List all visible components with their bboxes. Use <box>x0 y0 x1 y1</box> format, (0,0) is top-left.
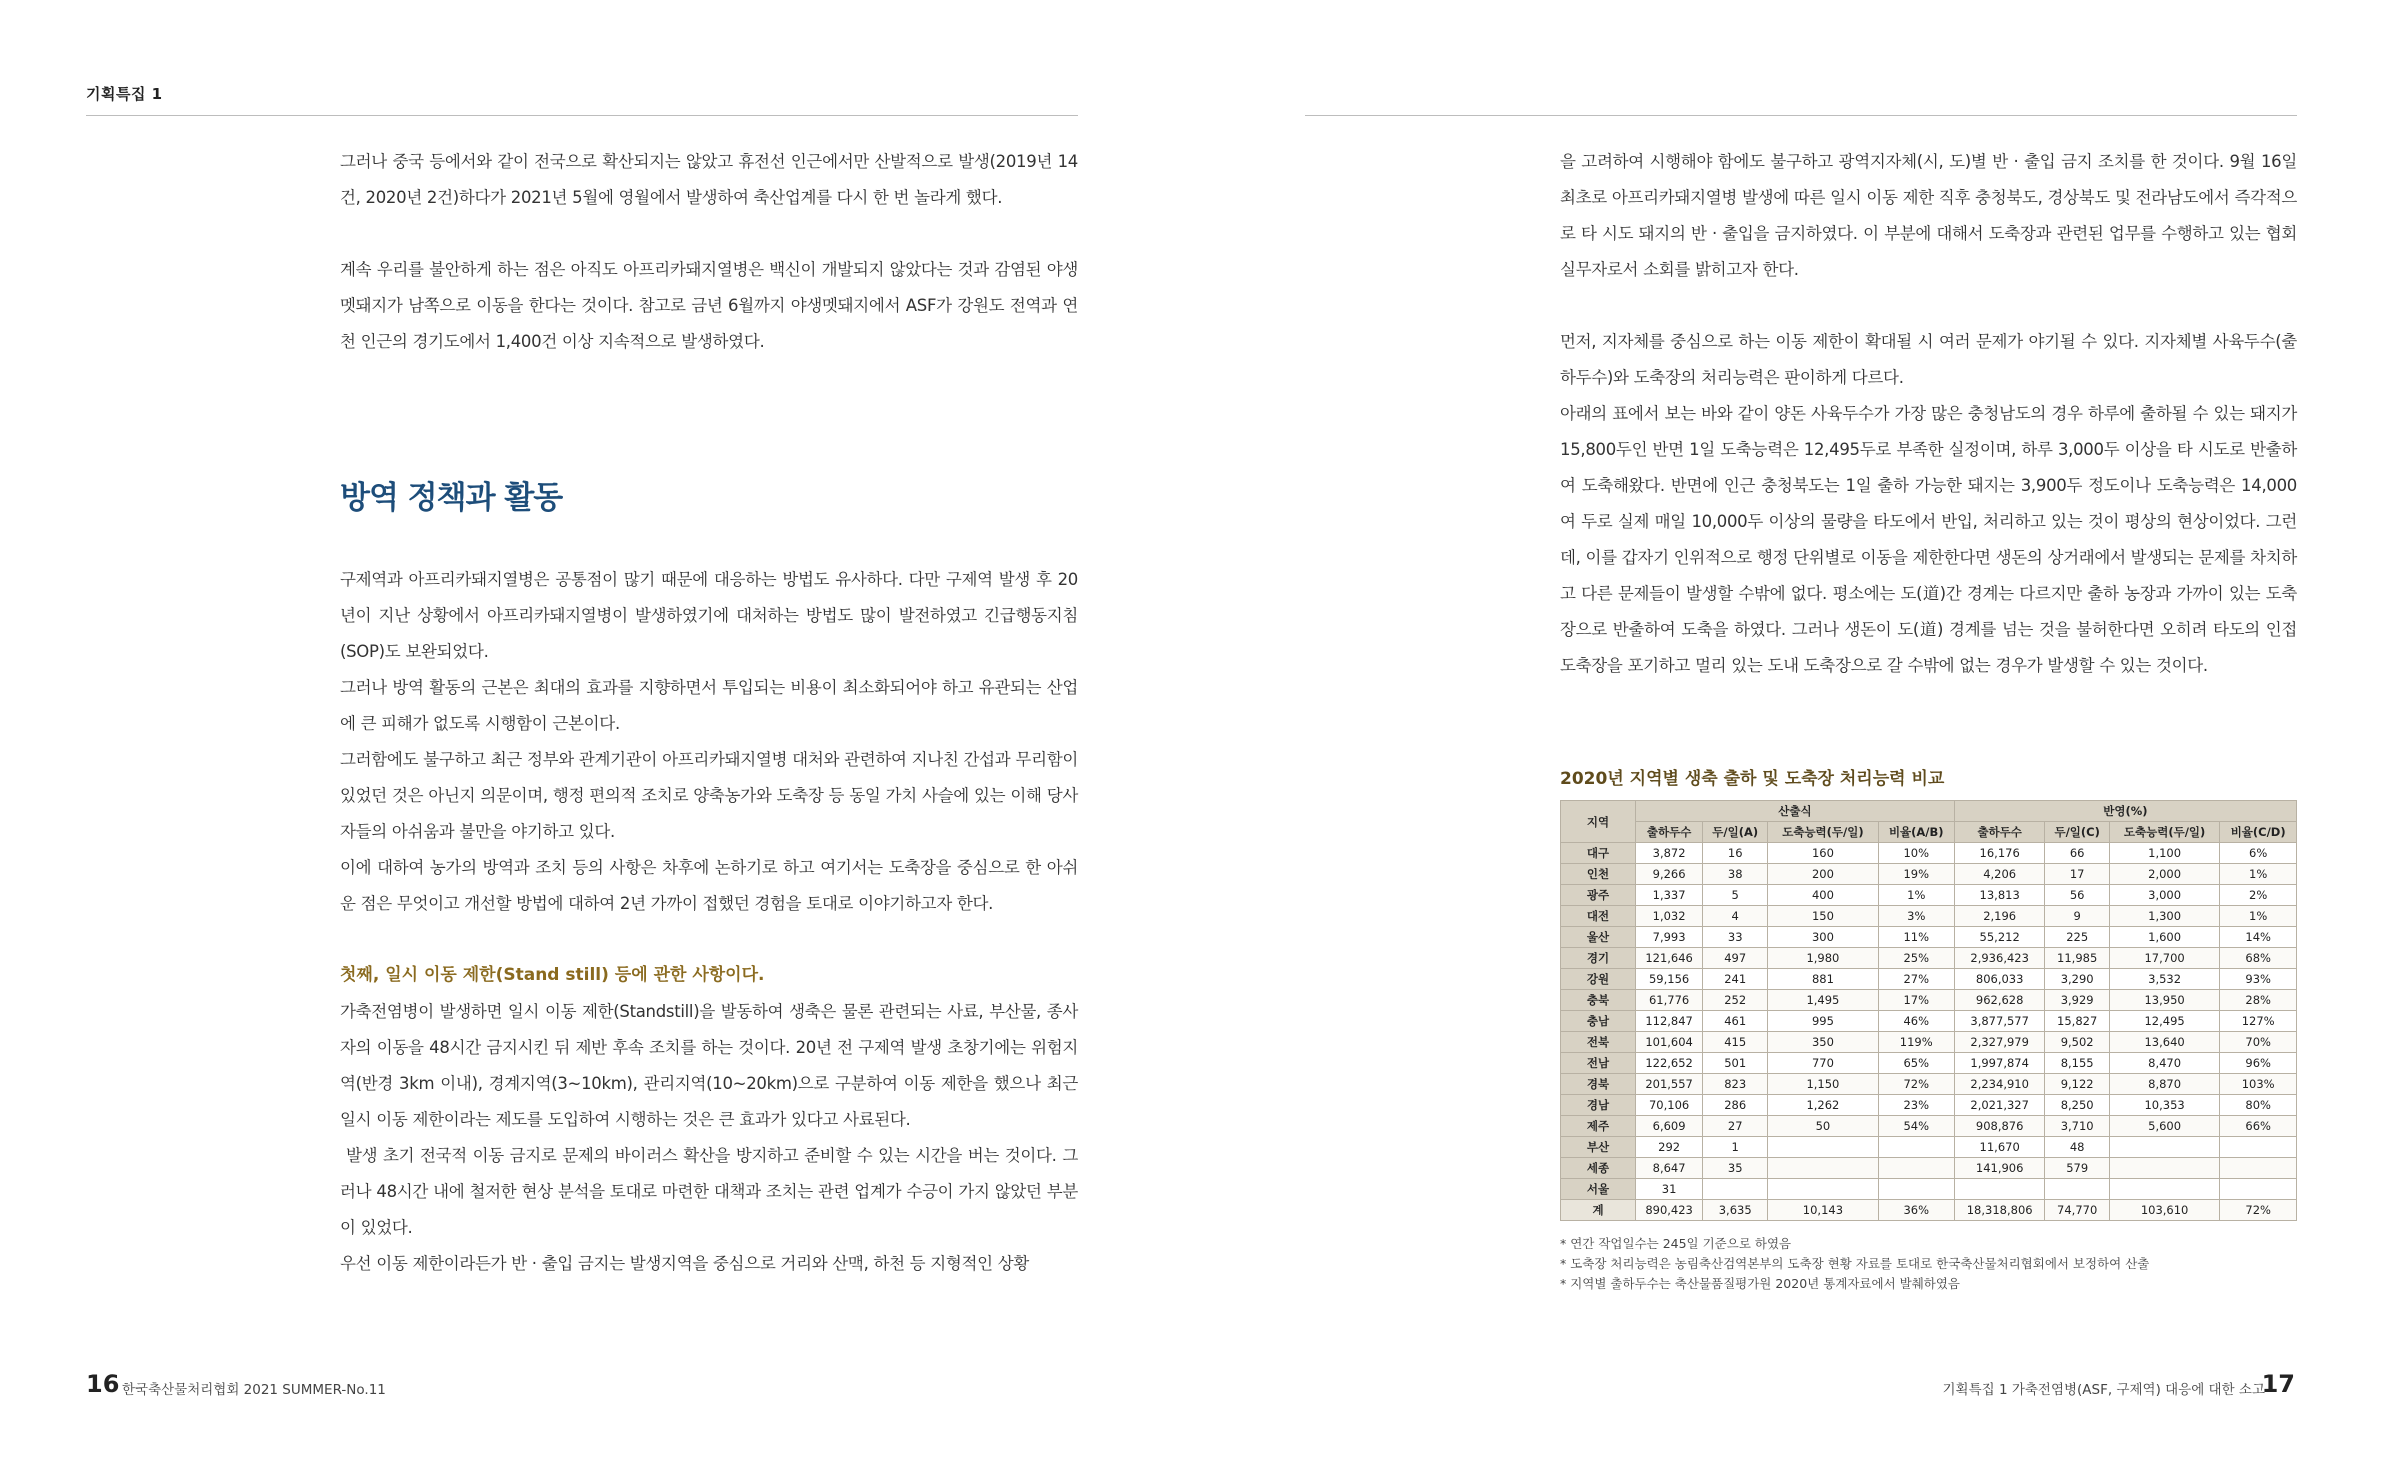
table-cell: 995 <box>1768 1011 1878 1032</box>
page-number-left: 16 <box>86 1370 120 1398</box>
table-region-cell: 서울 <box>1561 1179 1636 1200</box>
table-cell <box>1878 1158 1954 1179</box>
footer-article-title: 기획특집 1 가축전염병(ASF, 구제역) 대응에 대한 소고 <box>1942 1382 2265 1398</box>
table-cell: 8,870 <box>2109 1074 2219 1095</box>
table-total-row <box>1561 1200 2297 1221</box>
table-cell: 50 <box>1768 1116 1878 1137</box>
table-cell <box>2109 1137 2219 1158</box>
table-region-cell: 부산 <box>1561 1137 1636 1158</box>
table-row <box>1561 906 2297 927</box>
table-cell: 14% <box>2220 927 2297 948</box>
table-cell: 17% <box>1878 990 1954 1011</box>
table-cell: 3,000 <box>2109 885 2219 906</box>
table-cell: 33 <box>1703 927 1768 948</box>
table-cell <box>1954 1179 2045 1200</box>
table-cell: 101,604 <box>1636 1032 1703 1053</box>
table-cell: 400 <box>1768 885 1878 906</box>
table-title: 2020년 지역별 생축 출하 및 도축장 처리능력 비교 <box>1560 769 1945 789</box>
table-cell: 93% <box>2220 969 2297 990</box>
table-cell <box>2109 1179 2219 1200</box>
table-cell: 1% <box>2220 864 2297 885</box>
table-cell: 72% <box>2220 1200 2297 1221</box>
table-cell: 5 <box>1703 885 1768 906</box>
table-cell: 201,557 <box>1636 1074 1703 1095</box>
table-row <box>1561 1032 2297 1053</box>
paragraph: 아래의 표에서 보는 바와 같이 양돈 사육두수가 가장 많은 충청남도의 경우 하루에 출하될 수 있는 돼지가 15,800두인 반면 1일 도축능력은 12,495두로 부족한 실정이며, 하루 3,000두 이상을 타 시도로 반출하여 도축해왔다. 반면에 인근 충청북도는 1일 출하 가능한 돼지는 3,900두 정도이나 도축능력은 14,000여 두로 실제 매일 10,000두 이상의 물량을 타도에서 반입, 처리하고 있는 것이 평상의 현상이었다. 그런데, 이를 갑자기 인위적으로 행정 단위별로 이동을 제한한다면 생돈의 상거래에서 발생되는 문제를 차치하고 다른 문제들이 발생할 수밖에 없다. 평소에는 도(道)간 경계는 다르지만 출하 농장과 가까이 있는 도축장으로 반출하여 도축을 하였다. 그러나 생돈이 도(道) 경계를 넘는 것을 불허한다면 오히려 타도의 인접 도축장을 포기하고 멀리 있는 도내 도축장으로 갈 수밖에 없는 경우가 발생할 수 있는 것이다. <box>1560 404 2297 675</box>
table-column-header: 도축능력(두/일) <box>2109 822 2219 843</box>
paragraph: 그러나 방역 활동의 근본은 최대의 효과를 지향하면서 투입되는 비용이 최소화되어야 하고 유관되는 산업에 큰 피해가 없도록 시행함이 근본이다. <box>340 678 1078 733</box>
table-row <box>1561 948 2297 969</box>
table-cell <box>1768 1137 1878 1158</box>
table-header-group: 산출식 <box>1636 801 1955 822</box>
table-header-group: 반영(%) <box>1954 801 2296 822</box>
table-cell: 121,646 <box>1636 948 1703 969</box>
table-cell: 56 <box>2045 885 2109 906</box>
table-row <box>1561 1158 2297 1179</box>
table-row <box>1561 1179 2297 1200</box>
paragraph: 우선 이동 제한이라든가 반 · 출입 금지는 발생지역을 중심으로 거리와 산맥, 하천 등 지형적인 상황 <box>340 1254 1030 1273</box>
table-region-cell: 충남 <box>1561 1011 1636 1032</box>
table-cell: 1% <box>2220 906 2297 927</box>
table-cell: 1,262 <box>1768 1095 1878 1116</box>
table-cell: 497 <box>1703 948 1768 969</box>
table-cell: 6,609 <box>1636 1116 1703 1137</box>
table-row <box>1561 927 2297 948</box>
table-cell: 8,647 <box>1636 1158 1703 1179</box>
table-cell: 890,423 <box>1636 1200 1703 1221</box>
table-cell: 48 <box>2045 1137 2109 1158</box>
table-region-cell: 세종 <box>1561 1158 1636 1179</box>
table-cell <box>2220 1158 2297 1179</box>
table-cell: 103% <box>2220 1074 2297 1095</box>
table-cell: 160 <box>1768 843 1878 864</box>
table-cell: 1 <box>1703 1137 1768 1158</box>
table-region-cell: 인천 <box>1561 864 1636 885</box>
table-cell <box>1768 1179 1878 1200</box>
table-cell: 461 <box>1703 1011 1768 1032</box>
table-cell: 66 <box>2045 843 2109 864</box>
table-cell <box>1878 1137 1954 1158</box>
table-region-cell: 대구 <box>1561 843 1636 864</box>
table-cell: 16 <box>1703 843 1768 864</box>
table-cell: 61,776 <box>1636 990 1703 1011</box>
page-number-right: 17 <box>2261 1370 2295 1398</box>
table-cell: 19% <box>1878 864 1954 885</box>
table-cell: 415 <box>1703 1032 1768 1053</box>
table-cell: 3,532 <box>2109 969 2219 990</box>
table-cell <box>2220 1179 2297 1200</box>
table-row <box>1561 969 2297 990</box>
table-cell: 70,106 <box>1636 1095 1703 1116</box>
table-cell: 579 <box>2045 1158 2109 1179</box>
table-row <box>1561 885 2297 906</box>
table-column-header: 도축능력(두/일) <box>1768 822 1878 843</box>
table-region-cell: 경남 <box>1561 1095 1636 1116</box>
table-cell: 13,950 <box>2109 990 2219 1011</box>
left-column-body-2 <box>340 994 1078 1282</box>
table-cell: 74,770 <box>2045 1200 2109 1221</box>
table-cell: 9,266 <box>1636 864 1703 885</box>
table-cell: 150 <box>1768 906 1878 927</box>
table-cell: 9,122 <box>2045 1074 2109 1095</box>
table-cell: 80% <box>2220 1095 2297 1116</box>
table-row <box>1561 1116 2297 1137</box>
table-cell: 6% <box>2220 843 2297 864</box>
table-cell: 46% <box>1878 1011 1954 1032</box>
table-cell: 200 <box>1768 864 1878 885</box>
table-cell: 11,670 <box>1954 1137 2045 1158</box>
table-cell: 3,635 <box>1703 1200 1768 1221</box>
table-cell: 1,997,874 <box>1954 1053 2045 1074</box>
table-cell <box>2220 1137 2297 1158</box>
section-label: 기획특집 1 <box>86 85 163 103</box>
table-cell: 65% <box>1878 1053 1954 1074</box>
table-row <box>1561 1137 2297 1158</box>
table-cell: 3,929 <box>2045 990 2109 1011</box>
table-cell: 9 <box>2045 906 2109 927</box>
table-cell: 72% <box>1878 1074 1954 1095</box>
table-cell: 8,470 <box>2109 1053 2219 1074</box>
table-cell: 1,495 <box>1768 990 1878 1011</box>
table-region-cell: 광주 <box>1561 885 1636 906</box>
table-cell: 68% <box>2220 948 2297 969</box>
table-cell: 66% <box>2220 1116 2297 1137</box>
table-cell: 1,150 <box>1768 1074 1878 1095</box>
table-region-cell: 울산 <box>1561 927 1636 948</box>
paragraph: 발생 초기 전국적 이동 금지로 문제의 바이러스 확산을 방지하고 준비할 수 있는 시간을 버는 것이다. 그러나 48시간 내에 철저한 현상 분석을 토대로 마련한 대책과 조치는 관련 업계가 수긍이 가지 않았던 부분이 있었다. <box>340 1146 1078 1237</box>
table-cell <box>1878 1179 1954 1200</box>
table-row <box>1561 1011 2297 1032</box>
table-cell: 286 <box>1703 1095 1768 1116</box>
left-column-body <box>340 562 1078 922</box>
table-cell: 3,290 <box>2045 969 2109 990</box>
table-cell: 25% <box>1878 948 1954 969</box>
table-cell: 1,100 <box>2109 843 2219 864</box>
table-cell: 9,502 <box>2045 1032 2109 1053</box>
table-cell: 8,155 <box>2045 1053 2109 1074</box>
table-column-header: 출하두수 <box>1636 822 1703 843</box>
table-cell: 8,250 <box>2045 1095 2109 1116</box>
table-region-cell: 대전 <box>1561 906 1636 927</box>
table-cell: 806,033 <box>1954 969 2045 990</box>
header-rule-left <box>86 115 1078 116</box>
table-cell: 70% <box>2220 1032 2297 1053</box>
table-cell: 4 <box>1703 906 1768 927</box>
table-cell: 3,710 <box>2045 1116 2109 1137</box>
left-column <box>340 144 1078 360</box>
table-cell: 122,652 <box>1636 1053 1703 1074</box>
table-cell: 103,610 <box>2109 1200 2219 1221</box>
table-cell: 59,156 <box>1636 969 1703 990</box>
table-cell: 1,300 <box>2109 906 2219 927</box>
comparison-table <box>1560 800 2297 1221</box>
table-cell: 35 <box>1703 1158 1768 1179</box>
table-header-region: 지역 <box>1561 801 1636 843</box>
table-cell: 12,495 <box>2109 1011 2219 1032</box>
table-cell: 141,906 <box>1954 1158 2045 1179</box>
header-rule-right <box>1305 115 2297 116</box>
table-region-cell: 충북 <box>1561 990 1636 1011</box>
table-cell: 770 <box>1768 1053 1878 1074</box>
table-row <box>1561 864 2297 885</box>
table-region-cell: 전북 <box>1561 1032 1636 1053</box>
table-cell: 23% <box>1878 1095 1954 1116</box>
table-cell <box>1768 1158 1878 1179</box>
paragraph: 먼저, 지자체를 중심으로 하는 이동 제한이 확대될 시 여러 문제가 야기될 수 있다. 지자체별 사육두수(출하두수)와 도축장의 처리능력은 판이하게 다르다. <box>1560 332 2297 387</box>
table-cell: 5,600 <box>2109 1116 2219 1137</box>
table-cell: 962,628 <box>1954 990 2045 1011</box>
table-cell: 225 <box>2045 927 2109 948</box>
table-column-header: 비율(C/D) <box>2220 822 2297 843</box>
table-row <box>1561 1074 2297 1095</box>
table-cell: 2,234,910 <box>1954 1074 2045 1095</box>
table-column-header: 출하두수 <box>1954 822 2045 843</box>
table-column-header: 두/일(A) <box>1703 822 1768 843</box>
table-cell: 1% <box>1878 885 1954 906</box>
paragraph: 이에 대하여 농가의 방역과 조치 등의 사항은 차후에 논하기로 하고 여기서는 도축장을 중심으로 한 아쉬운 점은 무엇이고 개선할 방법에 대하여 2년 가까이 접했던 경험을 토대로 이야기하고자 한다. <box>340 858 1078 913</box>
table-cell: 13,640 <box>2109 1032 2219 1053</box>
table-cell: 38 <box>1703 864 1768 885</box>
table-cell: 501 <box>1703 1053 1768 1074</box>
table-cell: 1,032 <box>1636 906 1703 927</box>
table-region-cell: 강원 <box>1561 969 1636 990</box>
table-column-header: 비율(A/B) <box>1878 822 1954 843</box>
paragraph: 가축전염병이 발생하면 일시 이동 제한(Standstill)을 발동하여 생축은 물론 관련되는 사료, 부산물, 종사자의 이동을 48시간 금지시킨 뒤 제반 후속 조치를 하는 것이다. 20년 전 구제역 발생 초창기에는 위험지역(반경 3km 이내), 경계지역(3~10km), 관리지역(10~20km)으로 구분하여 이동 제한을 했으나 최근 일시 이동 제한이라는 제도를 도입하여 시행하는 것은 큰 효과가 있다고 사료된다. <box>340 1002 1078 1129</box>
table-cell: 36% <box>1878 1200 1954 1221</box>
table-cell: 3,872 <box>1636 843 1703 864</box>
table-cell: 31 <box>1636 1179 1703 1200</box>
table-cell: 16,176 <box>1954 843 2045 864</box>
paragraph: 그러함에도 불구하고 최근 정부와 관계기관이 아프리카돼지열병 대처와 관련하여 지나친 간섭과 무리함이 있었던 것은 아닌지 의문이며, 행정 편의적 조치로 양축농가와 도축장 등 동일 가치 사슬에 있는 이해 당사자들의 아쉬움과 불만을 야기하고 있다. <box>340 750 1078 841</box>
right-column <box>1560 144 2297 684</box>
table-cell: 112,847 <box>1636 1011 1703 1032</box>
table-cell: 350 <box>1768 1032 1878 1053</box>
table-region-cell: 전남 <box>1561 1053 1636 1074</box>
table-cell: 13,813 <box>1954 885 2045 906</box>
table-cell: 27 <box>1703 1116 1768 1137</box>
sub-heading: 첫째, 일시 이동 제한(Stand still) 등에 관한 사항이다. <box>340 965 765 985</box>
table-cell: 119% <box>1878 1032 1954 1053</box>
table-cell <box>2109 1158 2219 1179</box>
table-cell: 908,876 <box>1954 1116 2045 1137</box>
table-cell: 881 <box>1768 969 1878 990</box>
table-cell: 241 <box>1703 969 1768 990</box>
table-cell: 292 <box>1636 1137 1703 1158</box>
table-cell: 10,353 <box>2109 1095 2219 1116</box>
table-region-cell: 경북 <box>1561 1074 1636 1095</box>
table-row <box>1561 990 2297 1011</box>
table-cell: 2,196 <box>1954 906 2045 927</box>
table-cell: 3,877,577 <box>1954 1011 2045 1032</box>
table-cell: 96% <box>2220 1053 2297 1074</box>
table-row <box>1561 1095 2297 1116</box>
table-cell: 7,993 <box>1636 927 1703 948</box>
table-cell: 4,206 <box>1954 864 2045 885</box>
table-cell: 27% <box>1878 969 1954 990</box>
table-cell: 10,143 <box>1768 1200 1878 1221</box>
note: * 지역별 출하두수는 축산물품질평가원 2020년 통계자료에서 발췌하였음 <box>1560 1276 1961 1291</box>
table-cell: 823 <box>1703 1074 1768 1095</box>
table-cell: 127% <box>2220 1011 2297 1032</box>
paragraph: 그러나 중국 등에서와 같이 전국으로 확산되지는 않았고 휴전선 인근에서만 산발적으로 발생(2019년 14건, 2020년 2건)하다가 2021년 5월에 영월에서 발생하여 축산업계를 다시 한 번 놀라게 했다. <box>340 152 1078 207</box>
table-cell: 252 <box>1703 990 1768 1011</box>
table-cell: 2,021,327 <box>1954 1095 2045 1116</box>
table-cell: 17,700 <box>2109 948 2219 969</box>
table-cell: 2,936,423 <box>1954 948 2045 969</box>
table-column-header: 두/일(C) <box>2045 822 2109 843</box>
table-row <box>1561 843 2297 864</box>
footer-publication: 한국축산물처리협회 2021 SUMMER-No.11 <box>122 1382 386 1398</box>
table-cell: 55,212 <box>1954 927 2045 948</box>
table-cell: 2,000 <box>2109 864 2219 885</box>
table-cell: 1,980 <box>1768 948 1878 969</box>
table-cell: 11,985 <box>2045 948 2109 969</box>
table-cell: 3% <box>1878 906 1954 927</box>
paragraph: 계속 우리를 불안하게 하는 점은 아직도 아프리카돼지열병은 백신이 개발되지 않았다는 것과 감염된 야생멧돼지가 남쪽으로 이동을 한다는 것이다. 참고로 금년 6월까지 야생멧돼지에서 ASF가 강원도 전역과 연천 인근의 경기도에서 1,400건 이상 지속적으로 발생하였다. <box>340 260 1078 351</box>
table-cell: 18,318,806 <box>1954 1200 2045 1221</box>
paragraph: 구제역과 아프리카돼지열병은 공통점이 많기 때문에 대응하는 방법도 유사하다. 다만 구제역 발생 후 20년이 지난 상황에서 아프리카돼지열병이 발생하였기에 대처하는 방법도 많이 발전하였고 긴급행동지침(SOP)도 보완되었다. <box>340 570 1078 661</box>
paragraph: 을 고려하여 시행해야 함에도 불구하고 광역지자체(시, 도)별 반 · 출입 금지 조치를 한 것이다. 9월 16일 최초로 아프리카돼지열병 발생에 따른 일시 이동 제한 직후 충청북도, 경상북도 및 전라남도에서 즉각적으로 타 시도 돼지의 반 · 출입을 금지하였다. 이 부분에 대해서 도축장과 관련된 업무를 수행하고 있는 협회 실무자로서 소회를 밝히고자 한다. <box>1560 152 2297 279</box>
table-notes <box>1560 1234 2297 1294</box>
table-cell <box>2045 1179 2109 1200</box>
table-cell: 300 <box>1768 927 1878 948</box>
table-cell: 15,827 <box>2045 1011 2109 1032</box>
table-cell: 10% <box>1878 843 1954 864</box>
table-cell: 11% <box>1878 927 1954 948</box>
table-cell: 54% <box>1878 1116 1954 1137</box>
table-row <box>1561 1053 2297 1074</box>
table-cell <box>1703 1179 1768 1200</box>
table-cell: 28% <box>2220 990 2297 1011</box>
section-title: 방역 정책과 활동 <box>340 480 563 516</box>
table-cell: 17 <box>2045 864 2109 885</box>
table-region-cell: 계 <box>1561 1200 1636 1221</box>
table-cell: 2% <box>2220 885 2297 906</box>
table-region-cell: 경기 <box>1561 948 1636 969</box>
note: * 연간 작업일수는 245일 기준으로 하였음 <box>1560 1236 1792 1251</box>
table-region-cell: 제주 <box>1561 1116 1636 1137</box>
table-cell: 1,337 <box>1636 885 1703 906</box>
table-cell: 1,600 <box>2109 927 2219 948</box>
table-cell: 2,327,979 <box>1954 1032 2045 1053</box>
note: * 도축장 처리능력은 농림축산검역본부의 도축장 현황 자료를 토대로 한국축산물처리협회에서 보정하여 산출 <box>1560 1256 2150 1271</box>
